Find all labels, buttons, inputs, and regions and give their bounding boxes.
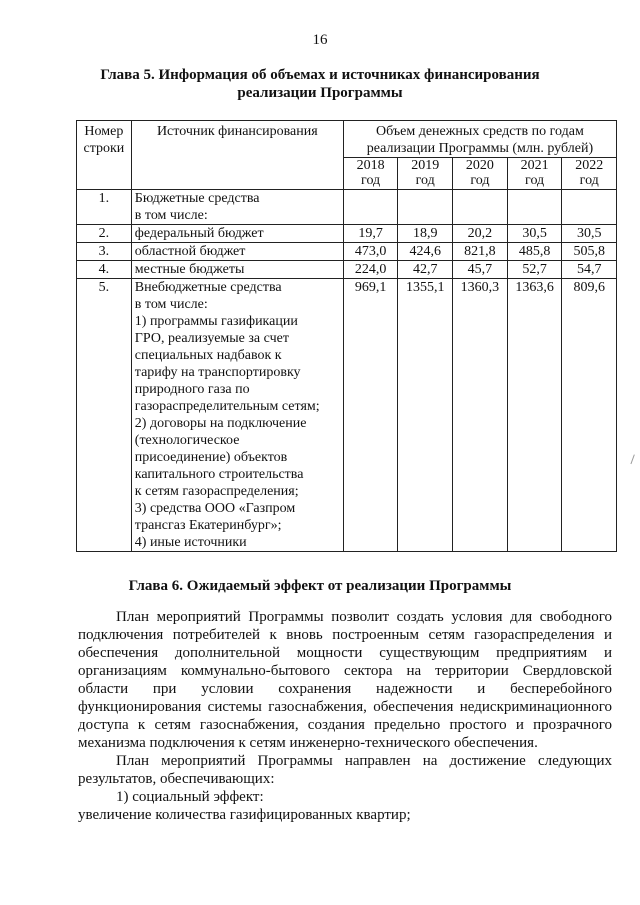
row-source: федеральный бюджет — [131, 225, 343, 243]
row-value: 809,6 — [562, 279, 617, 552]
row-value: 19,7 — [343, 225, 398, 243]
row-value: 1355,1 — [398, 279, 453, 552]
row-value: 52,7 — [507, 261, 562, 279]
row-number: 2. — [77, 225, 132, 243]
row-value: 45,7 — [453, 261, 508, 279]
row-value — [453, 190, 508, 225]
row-number: 1. — [77, 190, 132, 225]
row-value: 485,8 — [507, 243, 562, 261]
header-row-number: Номер строки — [77, 121, 132, 190]
row-value: 18,9 — [398, 225, 453, 243]
table-row — [77, 261, 617, 279]
chapter5-title — [0, 66, 640, 102]
row-value: 969,1 — [343, 279, 398, 552]
row-value: 505,8 — [562, 243, 617, 261]
row-value — [507, 190, 562, 225]
table-row — [77, 225, 617, 243]
table-row — [77, 243, 617, 261]
header-year-2022: 2022 год — [562, 158, 617, 190]
row-value — [562, 190, 617, 225]
header-year-2018: 2018 год — [343, 158, 398, 190]
row-value: 30,5 — [507, 225, 562, 243]
row-value: 42,7 — [398, 261, 453, 279]
row-value: 424,6 — [398, 243, 453, 261]
row-value: 224,0 — [343, 261, 398, 279]
row-number: 4. — [77, 261, 132, 279]
header-year-2021: 2021 год — [507, 158, 562, 190]
chapter5-title-line1: Глава 5. Информация об объемах и источниках финансирования — [100, 67, 540, 83]
row-number: 3. — [77, 243, 132, 261]
row-value: 821,8 — [453, 243, 508, 261]
row-source: Бюджетные средства в том числе: — [131, 190, 343, 225]
row-value: 54,7 — [562, 261, 617, 279]
row-value: 30,5 — [562, 225, 617, 243]
table-row — [77, 190, 617, 225]
page-number: 16 — [312, 32, 328, 48]
row-source: областной бюджет — [131, 243, 343, 261]
header-volume: Объем денежных средств по годам реализации Программы (млн. рублей) — [343, 121, 616, 158]
row-source: Внебюджетные средства в том числе: 1) программы газификации ГРО, реализуемые за счет специальных надбавок к тарифу на транспортировку природного газа по газораспределительным сетям; 2) договоры на подключение (технологическое присоединение) объектов капитального строительства к сетям газораспределения; 3) средства ООО «Газпром трансгаз Екатеринбург»; 4) иные источники — [131, 279, 343, 552]
row-value: 20,2 — [453, 225, 508, 243]
chapter6-title: Глава 6. Ожидаемый эффект от реализации Программы — [128, 578, 512, 594]
row-value — [343, 190, 398, 225]
header-source: Источник финансирования — [131, 121, 343, 190]
paragraph-2: План мероприятий Программы направлен на достижение следующих результатов, обеспечивающих: — [78, 753, 612, 787]
row-source: местные бюджеты — [131, 261, 343, 279]
financing-table — [76, 120, 617, 552]
header-year-2020: 2020 год — [453, 158, 508, 190]
chapter6-body — [78, 608, 612, 824]
header-year-2019: 2019 год — [398, 158, 453, 190]
row-value — [398, 190, 453, 225]
row-number: 5. — [77, 279, 132, 552]
row-value: 1360,3 — [453, 279, 508, 552]
row-value: 1363,6 — [507, 279, 562, 552]
paragraph-1: План мероприятий Программы позволит создать условия для свободного подключения потребителей к вновь построенным сетям газораспределения и обеспечения дополнительной мощности существующим предприятиям и организациям коммунально-бытового сектора на территории Свердловской области при условии сохранения надежности и бесперебойного функционирования системы газоснабжения, обеспечения недискриминационного доступа к сетям газоснабжения, создания предельно простого и прозрачного механизма подключения к сетям инженерно-технического обеспечения. — [78, 609, 612, 751]
chapter5-title-line2: реализации Программы — [237, 85, 403, 101]
row-value: 473,0 — [343, 243, 398, 261]
list-item: увеличение количества газифицированных квартир; — [78, 807, 411, 823]
list-item: 1) социальный эффект: — [116, 789, 264, 805]
scan-mark — [630, 454, 638, 465]
table-row — [77, 279, 617, 552]
